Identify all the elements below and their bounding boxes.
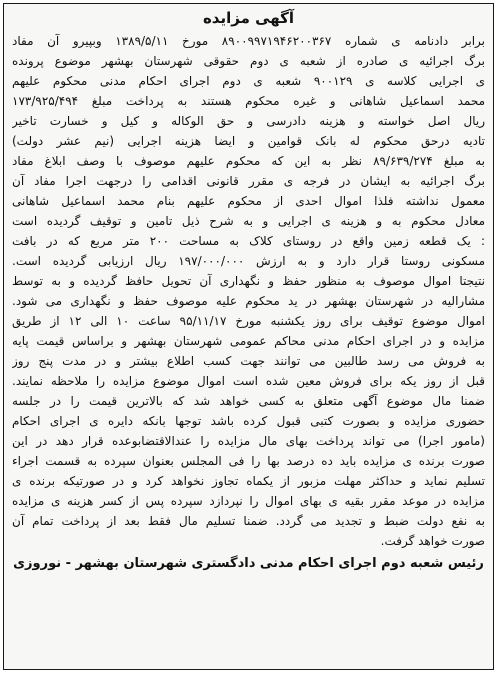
notice-text-line: حضوری مزایده و بصورت کتبی قبول کرده باشد توجها بانکه دایره ی اجرای احکام bbox=[12, 414, 485, 428]
notice-text-line: مشارالیه در شهرستان بهشهر در ید محکوم علیه موصوف حفظ و نگهداری می شود. bbox=[12, 294, 485, 308]
notice-text-line: برگ اجرائیه به ایشان در فرجه ی مقرر قانونی اقدامی را درجهت اجرا مفاد آن bbox=[12, 174, 485, 188]
notice-text-line: تادیه درحق محکوم له بانک قوامین و ایضا هزینه اجرایی (نیم عشر دولت) bbox=[12, 134, 485, 148]
notice-text-line: معادل محکوم به و هزینه ی اجرایی و به شرح ذیل تامین و توقیف گردیده است bbox=[12, 214, 485, 228]
notice-text-line: تسلیم نماید و حداکثر مهلت مزبور از یکماه تجاوز نخواهد کرد و در صورتیکه برنده ی bbox=[12, 474, 485, 488]
notice-text-line: قبل از روز یکه برای فروش معین شده است اموال موضوع مزایده را ملاحظه نمایند. bbox=[12, 374, 485, 388]
notice-text-line: صورت برنده ی مزایده باید ده درصد بها را فی المجلس بعنوان سپرده به قسمت اجراء bbox=[12, 454, 485, 468]
notice-text-line: معمول نداشته فلذا اموال احدی از محکوم علیهم بنام محمد اسماعیل شاهانی bbox=[12, 194, 485, 208]
notice-text-line: ی اجرایی کلاسه ی ۹۰۰۱۲۹ شعبه ی دوم اجرای احکام مدنی محکوم علیهم bbox=[12, 74, 485, 88]
notice-text-line: برگ اجرائیه ی صادره از شعبه ی دوم حقوقی شهرستان بهشهر موضوع پرونده bbox=[12, 54, 485, 68]
notice-text-line: مسکونی روستا قرار دارد و به ارزش ۱۹۷/۰۰۰/۰۰۰ ریال ارزیابی گردیده است. bbox=[12, 254, 485, 268]
notice-signature: رئیس شعبه دوم اجرای احکام مدنی دادگستری شهرستان بهشهر - نوروزی bbox=[13, 556, 484, 571]
notice-text-line: مزایده و در اجرای احکام مدنی محاکم عمومی شهرستان بهشهر و براساس قیمت پایه bbox=[12, 334, 485, 348]
notice-text-line: به نفع دولت ضبط و تجدید می گردد. ضمنا تسلیم مال فقط بعد از پرداخت تمام آن bbox=[12, 514, 485, 528]
notice-text-line: ضمنا مال موضوع آگهی متعلق به کسی خواهد شد که بالاترین قیمت را در جلسه bbox=[12, 394, 485, 408]
notice-text-line: به مبلغ ۸۹/۶۳۹/۲۷۴ نظر به این که محکوم علیهم موصوف با وصف ابلاغ مفاد bbox=[12, 154, 485, 168]
notice-text-line: مزایده در موعد مقرر بقیه ی بهای اموال را نپردازد سپرده پس از کسر هزینه ی مزایده bbox=[12, 494, 485, 508]
notice-text-line: : یک قطعه زمین واقع در روستای کلاک به مساحت ۲۰۰ متر مربع که در بافت bbox=[12, 234, 485, 248]
notice-text-line: محمد اسماعیل شاهانی و غیره محکوم هستند به پرداخت مبلغ ۱۷۳/۹۲۵/۴۹۴ bbox=[12, 94, 485, 108]
notice-body bbox=[4, 31, 493, 551]
auction-notice bbox=[3, 3, 494, 670]
notice-title: آگهی مزایده bbox=[202, 9, 295, 27]
notice-text-line: (مامور اجرا) می تواند پرداخت بهای مال مزایده را عندالاقتضابوعده قرار دهد در این bbox=[12, 434, 485, 448]
notice-text-line: ریال اصل خواسته و هزینه دادرسی و حق الوکاله و کیل و خسارت تاخیر bbox=[12, 114, 485, 128]
notice-text-line: نتیجتا اموال موصوف به منظور حفظ و نگهداری آن تحویل حافظ گردیده و به توسط bbox=[12, 274, 485, 288]
notice-text-line: صورت خواهد گرفت. bbox=[380, 534, 485, 548]
notice-text-line: اموال موضوع توقیف برای روز یکشنبه مورخ ۹۵/۱۱/۱۷ ساعت ۱۰ الی ۱۲ از طریق bbox=[12, 314, 485, 328]
notice-text-line: برابر دادنامه ی شماره ۸۹۰۰۹۹۷۱۹۴۶۲۰۰۳۶۷ مورخ ۱۳۸۹/۵/۱۱ وبپیرو آن مفاد bbox=[12, 34, 485, 48]
notice-text-line: به فروش می رسد طالبین می توانند جهت کسب اطلاع بیشتر و در مدت پنج روز bbox=[12, 354, 485, 368]
